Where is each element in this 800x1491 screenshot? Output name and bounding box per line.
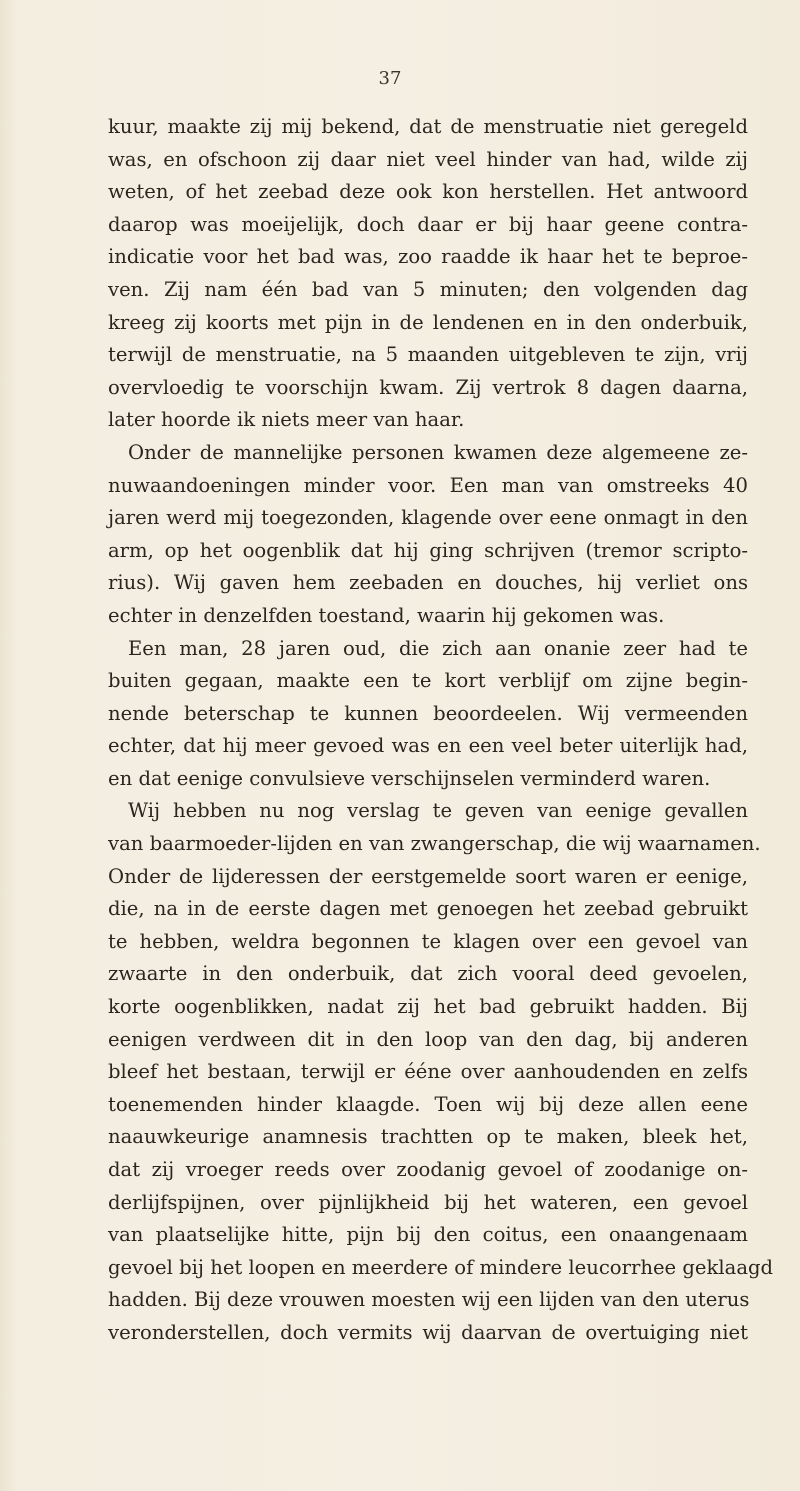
text-line: kreeg zij koorts met pijn in de lendenen en in den onderbuik, xyxy=(108,310,748,334)
text-line: toenemenden hinder klaagde. Toen wij bij deze allen eene xyxy=(108,1092,748,1116)
text-line: echter in denzelfden toestand, waarin hij gekomen was. xyxy=(108,603,665,627)
text-line: daarop was moeijelijk, doch daar er bij haar geene contra- xyxy=(108,212,748,236)
text-line: terwijl de menstruatie, na 5 maanden uitgebleven te zijn, vrij xyxy=(108,343,748,367)
text-line: indicatie voor het bad was, zoo raadde ik haar het te beproe- xyxy=(108,245,748,269)
text-line: nende beterschap te kunnen beoordeelen. Wij vermeenden xyxy=(108,701,748,725)
text-line: weten, of het zeebad deze ook kon herstellen. Het antwoord xyxy=(108,180,748,204)
text-line: jaren werd mij toegezonden, klagende over eene onmagt in den xyxy=(108,506,748,530)
text-line: die, na in de eerste dagen met genoegen het zeebad gebruikt xyxy=(108,897,748,921)
text-line: van baarmoeder-lijden en van zwangerschap, die wij waarnamen. xyxy=(108,832,761,856)
text-line: ven. Zij nam één bad van 5 minuten; den volgenden dag xyxy=(108,277,748,301)
text-line: bleef het bestaan, terwijl er ééne over aanhoudenden en zelfs xyxy=(108,1060,748,1084)
text-line: nuwaandoeningen minder voor. Een man van omstreeks 40 xyxy=(108,473,748,497)
text-line: eenigen verdween dit in den loop van den dag, bij anderen xyxy=(108,1027,748,1051)
text-line: Onder de lijderessen der eerstgemelde soort waren er eenige, xyxy=(108,864,748,888)
text-line: en dat eenige convulsieve verschijnselen verminderd waren. xyxy=(108,766,711,790)
text-line: Een man, 28 jaren oud, die zich aan onanie zeer had te xyxy=(128,636,748,660)
body-text xyxy=(108,111,774,1350)
text-line: buiten gegaan, maakte een te kort verblijf om zijne begin- xyxy=(108,669,748,693)
text-line: was, en ofschoon zij daar niet veel hinder van had, wilde zij xyxy=(108,147,748,171)
text-line: korte oogenblikken, nadat zij het bad gebruikt hadden. Bij xyxy=(108,995,748,1019)
text-line: echter, dat hij meer gevoed was en een veel beter uiterlijk had, xyxy=(108,734,748,758)
text-line: later hoorde ik niets meer van haar. xyxy=(108,408,465,432)
text-line: Onder de mannelijke personen kwamen deze algemeene ze- xyxy=(128,440,748,464)
text-line: naauwkeurige anamnesis trachtten op te maken, bleek het, xyxy=(108,1125,748,1149)
text-line: te hebben, weldra begonnen te klagen over een gevoel van xyxy=(108,929,748,953)
text-line: dat zij vroeger reeds over zoodanig gevoel of zoodanige on- xyxy=(108,1158,748,1181)
page-number: 37 xyxy=(378,68,402,89)
text-line: zwaarte in den onderbuik, dat zich vooral deed gevoelen, xyxy=(108,962,748,986)
text-line: gevoel bij het loopen en meerdere of mindere leucorrhee geklaagd xyxy=(108,1255,774,1279)
text-line: overvloedig te voorschijn kwam. Zij vertrok 8 dagen daarna, xyxy=(108,375,748,399)
text-line: veronderstellen, doch vermits wij daarvan de overtuiging niet xyxy=(108,1320,748,1344)
text-line: van plaatselijke hitte, pijn bij den coitus, een onaangenaam xyxy=(108,1223,748,1247)
text-line: Wij hebben nu nog verslag te geven van eenige gevallen xyxy=(128,799,748,823)
text-line: derlijfspijnen, over pijnlijkheid bij het wateren, een gevoel xyxy=(108,1190,748,1214)
text-line: arm, op het oogenblik dat hij ging schrijven (tremor scripto- xyxy=(108,538,748,562)
text-line: rius). Wij gaven hem zeebaden en douches, hij verliet ons xyxy=(108,571,748,595)
text-line: hadden. Bij deze vrouwen moesten wij een lijden van den uterus xyxy=(108,1288,750,1312)
text-line: kuur, maakte zij mij bekend, dat de menstruatie niet geregeld xyxy=(108,115,748,138)
